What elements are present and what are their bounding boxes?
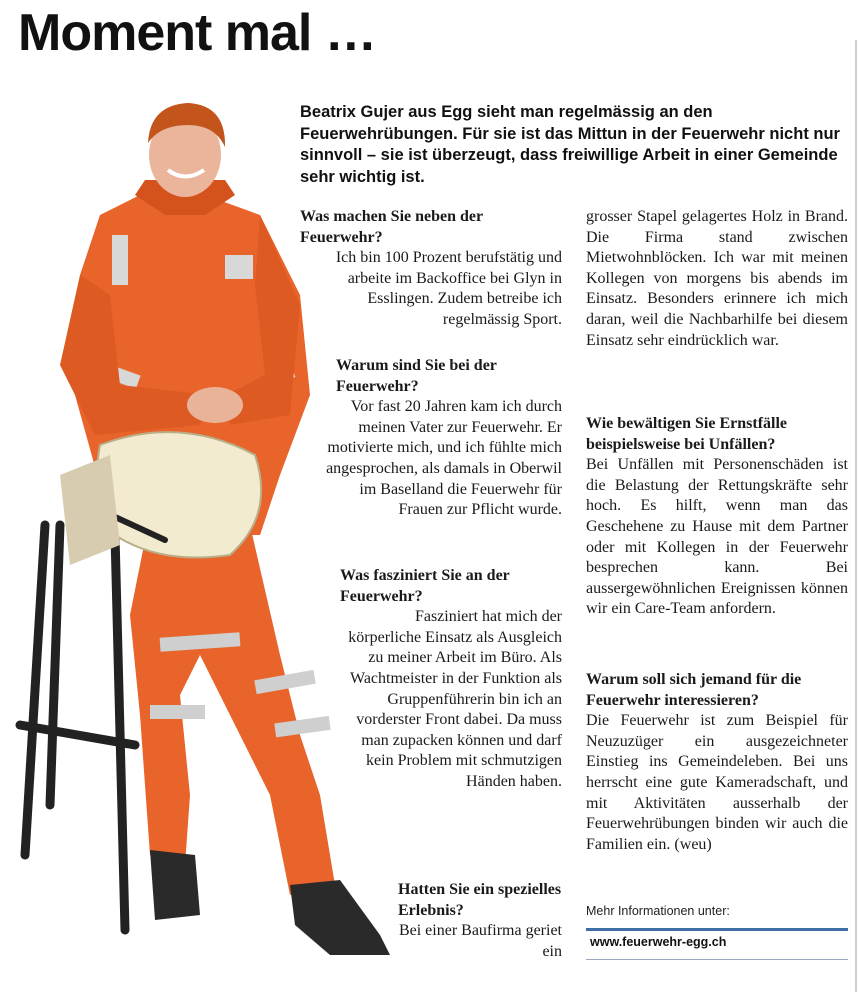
qa-block-continued xyxy=(586,207,848,351)
qa-block-5 xyxy=(586,414,848,620)
answer-text: Bei Unfällen mit Personenschäden ist die Belastung der Rettungskräfte sehr hoch. Es hilft, wenn man das Geschehene zu Hause mit dem Partner oder mit Kollegen in der Feuerwehr besprechen kann. Bei aussergewöhnlichen Ereignissen können wir ein Care-Team anfordern. xyxy=(586,456,848,618)
qa-block-6 xyxy=(586,670,848,855)
answer-text: grosser Stapel gelagertes Holz in Brand. Die Firma stand zwischen Mietwohnblöcken. Ich war mit meinen Kollegen von morgens bis abends im Einsatz. Besonders erinnere ich mich daran, weil die Nachbarhilfe bei diesem Einsatz sehr eindrücklich war. xyxy=(586,208,848,349)
question-heading: Was machen Sie neben der Feuerwehr? xyxy=(300,208,483,246)
question-heading: Was fasziniert Sie an der Feuerwehr? xyxy=(340,567,510,605)
qa-block-2 xyxy=(322,356,562,521)
more-info-label: Mehr Informationen unter: xyxy=(586,904,730,918)
answer-text: Vor fast 20 Jahren kam ich durch meinen Vater zur Feuerwehr. Er motivierte mich, und ich fühlte mich angesprochen, als damals in Oberwil im Baselland die Feuerwehr für Frauen zur Pflicht wurde. xyxy=(326,398,562,519)
stool-icon xyxy=(20,525,135,930)
qa-block-1 xyxy=(300,207,562,331)
more-info-divider xyxy=(586,959,848,960)
question-heading: Wie bewältigen Sie Ernstfälle beispielsweise bei Unfällen? xyxy=(586,415,788,453)
answer-text: Die Feuerwehr ist zum Beispiel für Neuzuzüger ein ausgezeichneter Einstieg ins Gemeindeleben. Bei uns herrscht eine gute Kameradschaft, und mit Aktivitäten ausserhalb der Feuerwehrübungen binden wir auch die Familien ein. (weu) xyxy=(586,712,848,853)
answer-text: Fasziniert hat mich der körperliche Einsatz als Ausgleich zu meiner Arbeit im Büro. Als Wachtmeister in der Funktion als Gruppenführerin bin ich an vorderster Front dabei. Da muss man zupacken können und darf kein Problem mit schmutzigen Händen haben. xyxy=(348,608,562,790)
question-heading: Hatten Sie ein spezielles Erlebnis? xyxy=(398,881,562,919)
page-title: Moment mal … xyxy=(18,4,376,62)
qa-block-3 xyxy=(340,566,562,793)
more-info-accent-bar xyxy=(586,928,848,931)
column-rule xyxy=(855,40,857,992)
answer-text: Bei einer Baufirma geriet ein xyxy=(398,922,562,960)
question-heading: Warum soll sich jemand für die Feuerwehr interessieren? xyxy=(586,671,802,709)
answer-text: Ich bin 100 Prozent berufstätig und arbeite im Backoffice bei Glyn in Esslingen. Zudem betreibe ich regelmässig Sport. xyxy=(335,249,562,328)
website-link[interactable]: www.feuerwehr-egg.ch xyxy=(590,935,727,949)
lead-paragraph: Beatrix Gujer aus Egg sieht man regelmässig an den Feuerwehrübungen. Für sie ist das Mittun in der Feuerwehr nicht nur sinnvoll – sie ist überzeugt, dass freiwillige Arbeit in einer Gemeinde sehr wichtig ist. xyxy=(300,103,840,186)
question-heading: Warum sind Sie bei der Feuerwehr? xyxy=(336,357,497,395)
qa-block-4 xyxy=(398,880,562,962)
